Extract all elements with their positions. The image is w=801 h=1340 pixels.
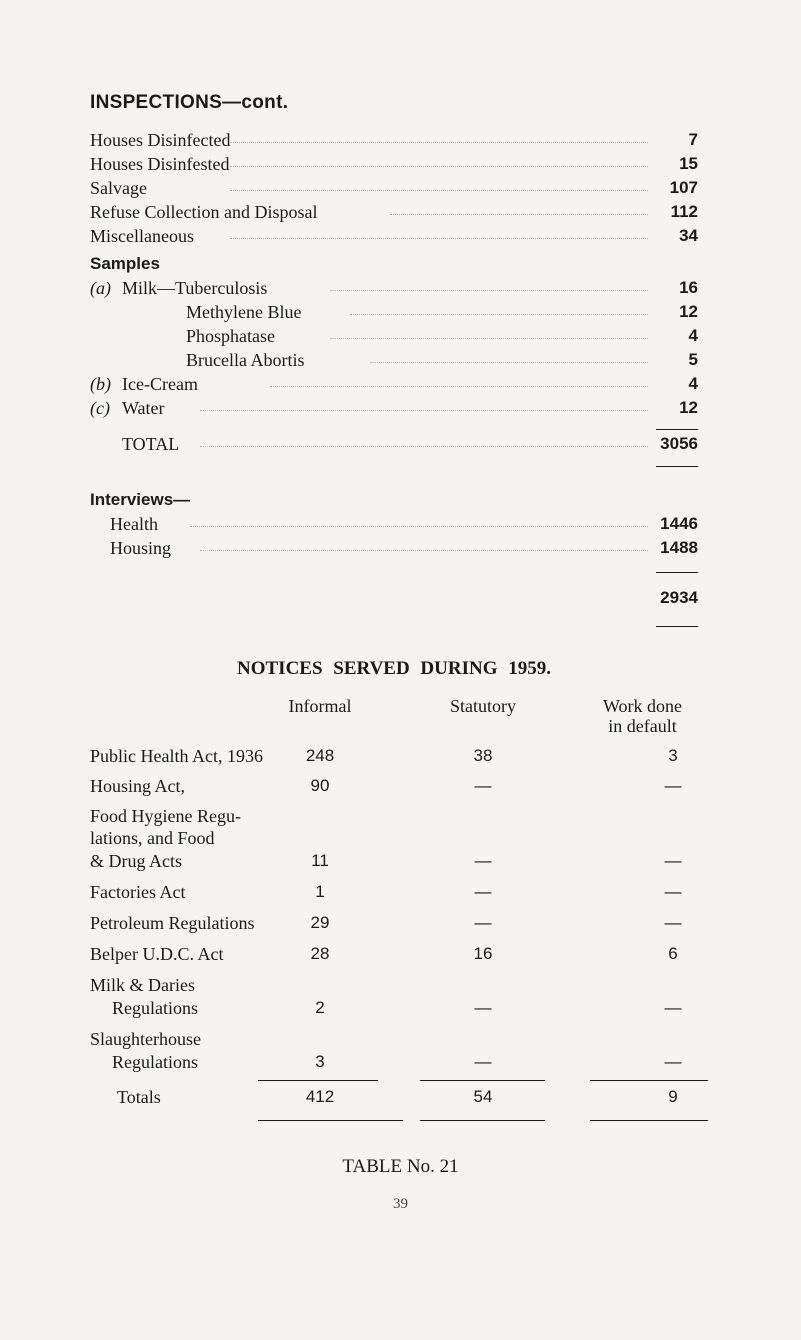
row-value: 7: [688, 130, 698, 149]
col-header-informal: Informal: [288, 696, 352, 716]
notice-statutory: —: [474, 776, 492, 795]
row-label: Ice-Cream: [122, 374, 198, 394]
row-label: Miscellaneous: [90, 226, 194, 246]
total-rule-top: [656, 429, 698, 430]
notice-row-label: lations, and Food: [90, 828, 215, 848]
totals-rule-bottom-informal: [258, 1120, 403, 1121]
notice-statutory: —: [474, 882, 492, 901]
interviews-heading: Interviews—: [90, 490, 191, 509]
row-value: 1488: [660, 538, 698, 557]
row-label: Water: [122, 398, 165, 418]
row-label: Refuse Collection and Disposal: [90, 202, 318, 222]
row-value: 107: [669, 178, 698, 197]
row-label: Houses Disinfected: [90, 130, 231, 150]
notice-row-label: Housing Act,: [90, 776, 186, 796]
sample-row: [90, 372, 698, 396]
total-label: TOTAL: [122, 434, 180, 454]
notice-row-label: Public Health Act, 1936: [90, 746, 263, 766]
total-value: 3056: [660, 434, 698, 453]
notice-informal: 29: [310, 913, 330, 932]
leader-dots: [190, 526, 648, 527]
sample-row: [90, 348, 698, 372]
totals-informal: 412: [305, 1087, 335, 1106]
leader-dots: [200, 446, 648, 447]
row-value: 34: [679, 226, 698, 245]
totals-rule-top-informal: [258, 1080, 378, 1081]
sample-row: [90, 324, 698, 348]
totals-rule-bottom-statutory: [420, 1120, 545, 1121]
row-value: 12: [679, 302, 698, 321]
notice-row-label: Slaughterhouse: [90, 1029, 201, 1049]
notice-statutory: 38: [473, 746, 493, 765]
row-value: 1446: [660, 514, 698, 533]
notice-row-label: Belper U.D.C. Act: [90, 944, 224, 964]
total-rule-bottom: [656, 466, 698, 467]
row-value: 5: [688, 350, 698, 369]
page-number: 39: [393, 1196, 408, 1212]
leader-dots: [330, 338, 648, 339]
interview-row: [90, 512, 698, 536]
notice-row-label: Regulations: [112, 1052, 198, 1072]
totals-label: Totals: [117, 1087, 161, 1107]
notice-default: 6: [668, 944, 678, 963]
notice-informal: 3: [315, 1052, 325, 1071]
totals-rule-top-default: [590, 1080, 708, 1081]
notice-row-label: Factories Act: [90, 882, 186, 902]
sample-prefix: (c): [90, 398, 110, 418]
totals-rule-top-statutory: [420, 1080, 545, 1081]
leader-dots: [200, 410, 648, 411]
notice-informal: 11: [311, 851, 329, 870]
row-label: Salvage: [90, 178, 147, 198]
notice-informal: 1: [315, 882, 325, 901]
row-label: Health: [110, 514, 158, 534]
row-label: Brucella Abortis: [186, 350, 305, 370]
notice-statutory: —: [474, 998, 492, 1017]
notice-default: —: [664, 776, 682, 795]
interviews-rule-top: [656, 572, 698, 573]
row-label: Milk—Tuberculosis: [122, 278, 268, 298]
row-value: 16: [679, 278, 698, 297]
sample-row: [90, 276, 698, 300]
row-label: Phosphatase: [186, 326, 275, 346]
notices-title: NOTICES SERVED DURING 1959.: [237, 658, 551, 679]
col-header-default-line2: in default: [608, 716, 677, 736]
row-value: 4: [688, 374, 698, 393]
inspection-row: [90, 224, 698, 248]
notice-row-label: Regulations: [112, 998, 198, 1018]
row-label: Methylene Blue: [186, 302, 302, 322]
notice-statutory: 16: [473, 944, 493, 963]
notice-informal: 248: [305, 746, 335, 765]
notice-row-label: Petroleum Regulations: [90, 913, 255, 933]
inspection-row: [90, 152, 698, 176]
notice-default: 3: [668, 746, 678, 765]
leader-dots: [230, 238, 648, 239]
interview-row: [90, 536, 698, 560]
sample-prefix: (a): [90, 278, 111, 298]
table-caption: TABLE No. 21: [342, 1156, 459, 1177]
notice-row-label: Food Hygiene Regu-: [90, 806, 241, 826]
interviews-rule-bottom: [656, 626, 698, 627]
samples-heading: Samples: [90, 254, 160, 273]
notice-default: —: [664, 882, 682, 901]
row-value: 112: [670, 202, 698, 221]
row-label: Houses Disinfested: [90, 154, 230, 174]
notice-default: —: [664, 998, 682, 1017]
interviews-total-row: [90, 586, 698, 610]
interviews-total-value: 2934: [660, 588, 698, 607]
notice-default: —: [664, 1052, 682, 1071]
totals-default: 9: [668, 1087, 678, 1106]
notice-informal: 28: [310, 944, 330, 963]
leader-dots: [390, 214, 648, 215]
row-value: 4: [688, 326, 698, 345]
notice-row-label: & Drug Acts: [90, 851, 182, 871]
notice-informal: 90: [310, 776, 330, 795]
leader-dots: [330, 290, 648, 291]
leader-dots: [230, 190, 648, 191]
notice-row-label: Milk & Daries: [90, 975, 195, 995]
notice-default: —: [664, 913, 682, 932]
notice-statutory: —: [474, 913, 492, 932]
totals-rule-bottom-default: [590, 1120, 708, 1121]
notice-statutory: —: [474, 851, 492, 870]
row-value: 12: [679, 398, 698, 417]
inspection-row: [90, 128, 698, 152]
leader-dots: [230, 166, 648, 167]
leader-dots: [370, 362, 648, 363]
sample-row: [90, 396, 698, 420]
section-heading: INSPECTIONS—cont.: [90, 92, 289, 113]
leader-dots: [350, 314, 648, 315]
sample-row: [90, 300, 698, 324]
total-row: [90, 432, 698, 456]
notice-default: —: [664, 851, 682, 870]
col-header-default-line1: Work done: [602, 696, 683, 716]
leader-dots: [270, 386, 648, 387]
notice-statutory: —: [474, 1052, 492, 1071]
row-label: Housing: [110, 538, 172, 558]
row-value: 15: [679, 154, 698, 173]
inspection-row: [90, 200, 698, 224]
leader-dots: [230, 142, 648, 143]
sample-prefix: (b): [90, 374, 111, 394]
col-header-statutory: Statutory: [450, 696, 516, 716]
leader-dots: [200, 550, 648, 551]
inspection-row: [90, 176, 698, 200]
notice-informal: 2: [315, 998, 325, 1017]
totals-statutory: 54: [473, 1087, 493, 1106]
